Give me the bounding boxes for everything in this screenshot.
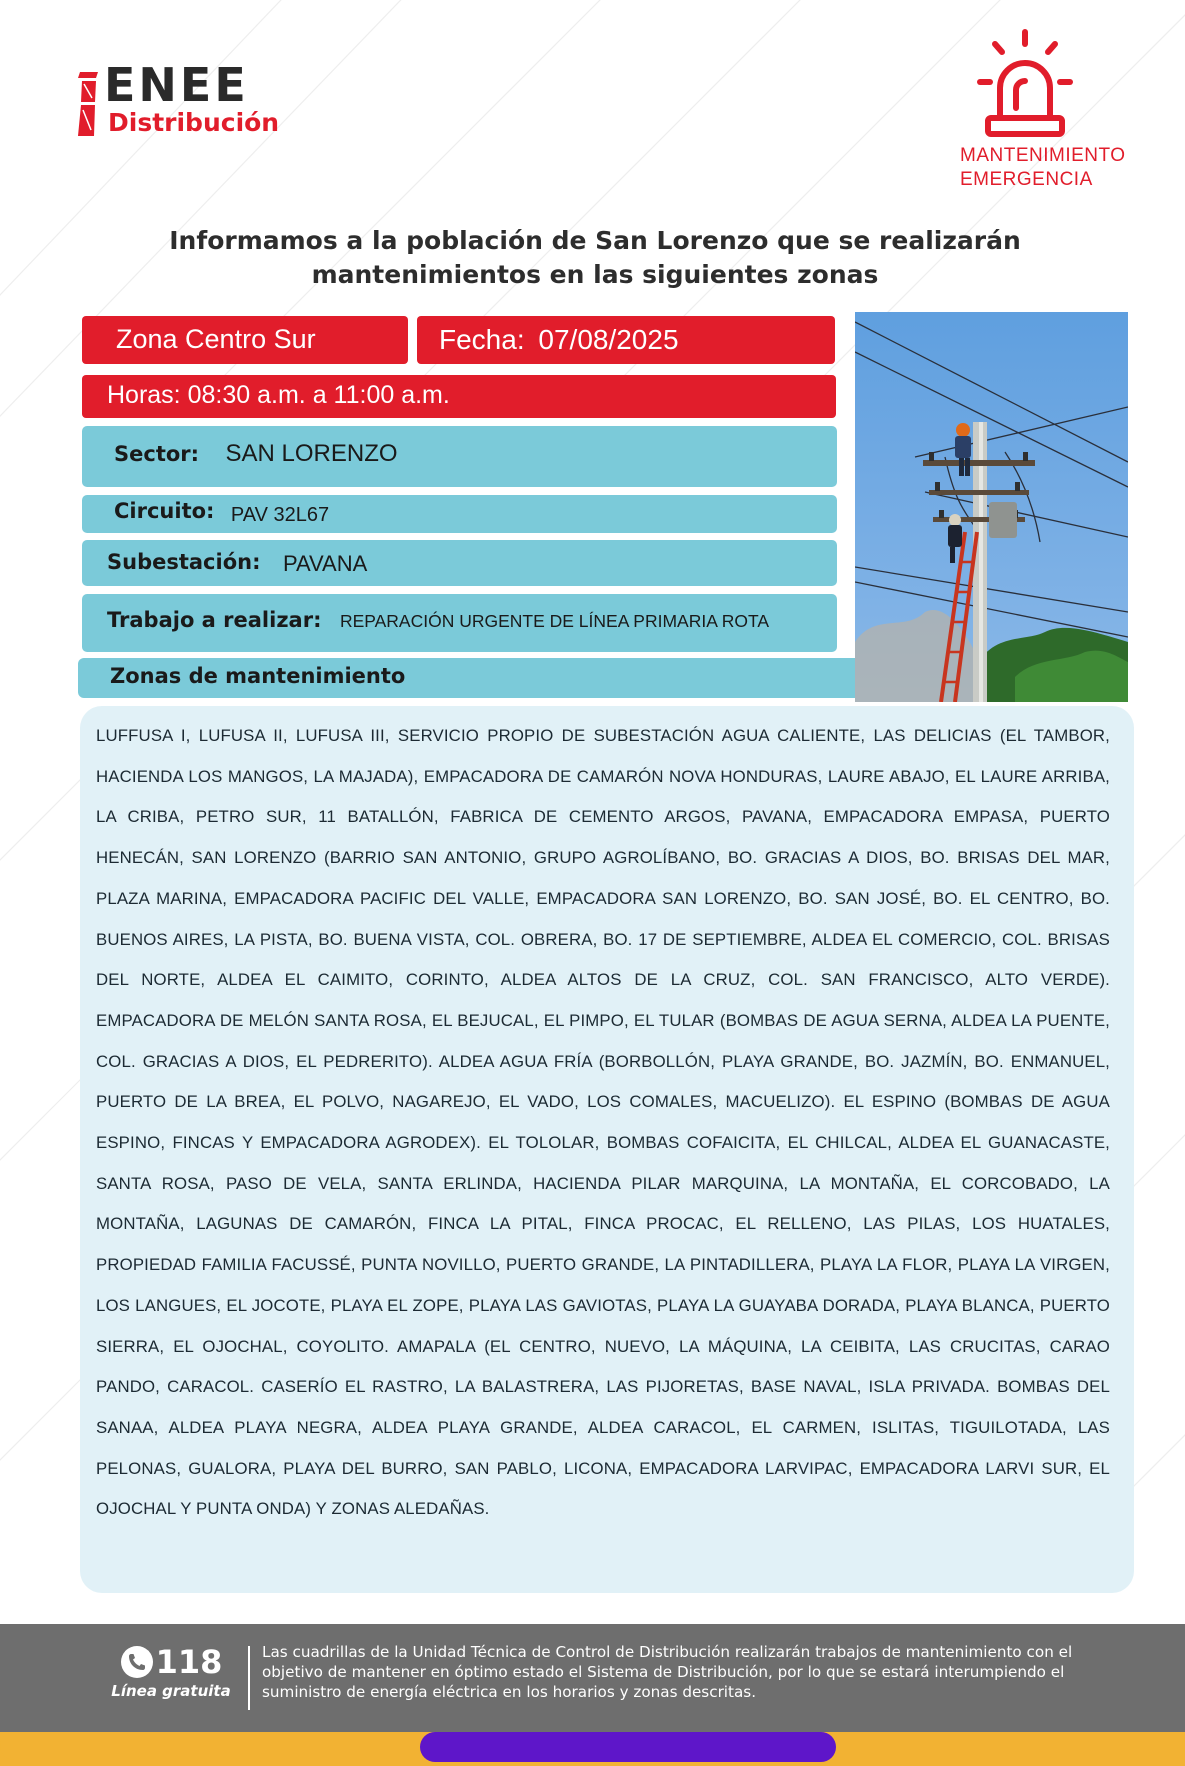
subestacion-box (82, 540, 837, 586)
badge-line2: EMERGENCIA (960, 169, 1093, 190)
phone-icon (120, 1645, 154, 1679)
trabajo-value: REPARACIÓN URGENTE DE LÍNEA PRIMARIA ROTA (339, 611, 770, 631)
hora-inicio: 08:30 a.m. (187, 381, 306, 409)
sector-label: Sector: (114, 442, 200, 466)
horas-label: Horas: (107, 381, 181, 409)
hora-separator: a (312, 381, 327, 409)
zona-value: Zona Centro Sur (116, 324, 316, 354)
horas-box (82, 375, 836, 418)
sector-value: SAN LORENZO (225, 440, 398, 467)
fecha-value: 07/08/2025 (538, 324, 679, 355)
footer-text: Las cuadrillas de la Unidad Técnica de Control de Distribución realizarán trabajos de mantenimiento con el objetivo de mantener en óptimo estado el Sistema de Distribución, por lo que se estará interumpiendo el suministro de energía eléctrica en los horarios y zonas descritas. (262, 1643, 1073, 1701)
footer (0, 1624, 1185, 1732)
headline-line1: Informamos a la población de San Lorenzo que se realizarán (169, 226, 1021, 255)
headline (80, 224, 1110, 292)
circuito-label: Circuito: (114, 499, 215, 523)
phone-number-row (106, 1644, 236, 1680)
linemen-photo (855, 312, 1128, 702)
free-line-label: Línea gratuita (111, 1682, 231, 1700)
footer-divider (248, 1646, 250, 1710)
trabajo-label: Trabajo a realizar: (107, 608, 322, 632)
logo-mark-icon (78, 72, 100, 136)
zonas-list: LUFFUSA I, LUFUSA II, LUFUSA III, SERVICIO PROPIO DE SUBESTACIÓN AGUA CALIENTE, LAS DELICIAS (EL TAMBOR, HACIENDA LOS MANGOS, LA MAJADA), EMPACADORA DE CAMARÓN NOVA HONDURAS, LAURE ABAJO, EL LAURE ARRIBA, LA CRIBA, PETRO SUR, 11 BATALLÓN, FABRICA DE CEMENTO ARGOS, PAVANA, EMPACADORA EMPASA, PUERTO HENECÁN, SAN LORENZO (BARRIO SAN ANTONIO, GRUPO AGROLÍBANO, BO. GRACIAS A DIOS, BO. BRISAS DEL MAR, PLAZA MARINA, EMPACADORA PACIFIC DEL VALLE, EMPACADORA SAN LORENZO, BO. SAN JOSÉ, BO. EL CENTRO, BO. BUENOS AIRES, LA PISTA, BO. BUENA VISTA, COL. OBRERA, BO. 17 DE SEPTIEMBRE, ALDEA EL COMERCIO, COL. BRISAS DEL NORTE, ALDEA EL CAIMITO, CORINTO, ALDEA ALTOS DE LA CRUZ, COL. SAN FRANCISCO, ALTO VERDE). EMPACADORA DE MELÓN SANTA ROSA, EL BEJUCAL, EL PIMPO, EL TULAR (BOMBAS DE AGUA SERNA, ALDEA LA PUENTE, COL. GRACIAS A DIOS, EL PEDRERITO). ALDEA AGUA FRÍA (BORBOLLÓN, PLAYA GRANDE, BO. JAZMÍN, BO. ENMANUEL, PUERTO DE LA BREA, EL POLVO, NAGAREJO, EL VADO, LOS COMALES, MACUELIZO). EL ESPINO (BOMBAS DE AGUA ESPINO, FINCAS Y EMPACADORA AGRODEX). EL TOLOLAR, BOMBAS COFAICITA, EL CHILCAL, ALDEA EL GUANACASTE, SANTA ROSA, PASO DE VELA, SANTA ERLINDA, HACIENDA PILAR MARQUINA, LA MONTAÑA, EL CORCOBADO, LA MONTAÑA, LAGUNAS DE CAMARÓN, FINCA LA PITAL, FINCA PROCAC, EL RELLENO, LAS PILAS, LOS HUATALES, PROPIEDAD FAMILIA FACUSSÉ, PUNTA NOVILLO, PUERTO GRANDE, LA PINTADILLERA, PLAYA LA FLOR, PLAYA LA VIRGEN, LOS LANGUES, EL JOCOTE, PLAYA EL ZOPE, PLAYA LAS GAVIOTAS, PLAYA LA GUAYABA DORADA, PLAYA BLANCA, PUERTO SIERRA, EL OJOCHAL, COYOLITO. AMAPALA (EL CENTRO, NUEVO, LA MÁQUINA, LA CEIBITA, LAS CRUCITAS, CARAO PANDO, CARACOL. CASERÍO EL RASTRO, LA BALASTRERA, LAS PIJORETAS, BASE NAVAL, ISLA PRIVADA. BOMBAS DEL SANAA, ALDEA PLAYA NEGRA, ALDEA PLAYA GRANDE, ALDEA CARACOL, EL CARMEN, ISLITAS, TIGUILOTADA, LAS PELONAS, GUALORA, PLAYA DEL BURRO, SAN PABLO, LICONA, EMPACADORA LARVIPAC, EMPACADORA LARVI SUR, EL OJOCHAL Y PUNTA ONDA) Y ZONAS ALEDAÑAS. (96, 726, 1110, 1519)
free-line (106, 1644, 236, 1702)
subestacion-value: PAVANA (282, 551, 368, 576)
fecha-label: Fecha: (439, 324, 525, 355)
badge-line1: MANTENIMIENTO (960, 145, 1126, 166)
logo-word: ENEE (104, 58, 249, 112)
bottom-color-bar (0, 1732, 1185, 1766)
zona-box (82, 316, 408, 364)
emergency-badge (960, 26, 1126, 206)
logo-subtitle: Distribución (108, 108, 280, 137)
circuito-value: PAV 32L67 (230, 504, 330, 526)
headline-line2: mantenimientos en las siguientes zonas (311, 260, 879, 289)
linemen-illustration (855, 312, 1128, 702)
fecha-box (417, 316, 835, 364)
hora-fin: 11:00 a.m. (333, 381, 450, 409)
sector-box (82, 426, 837, 487)
circuito-box (82, 495, 837, 533)
trabajo-box (82, 594, 837, 652)
zonas-header (78, 658, 860, 698)
phone-number: 118 (155, 1643, 223, 1681)
siren-icon (970, 26, 1080, 144)
enee-logo (78, 58, 308, 146)
zonas-label: Zonas de mantenimiento (110, 664, 406, 688)
subestacion-label: Subestación: (107, 550, 261, 574)
